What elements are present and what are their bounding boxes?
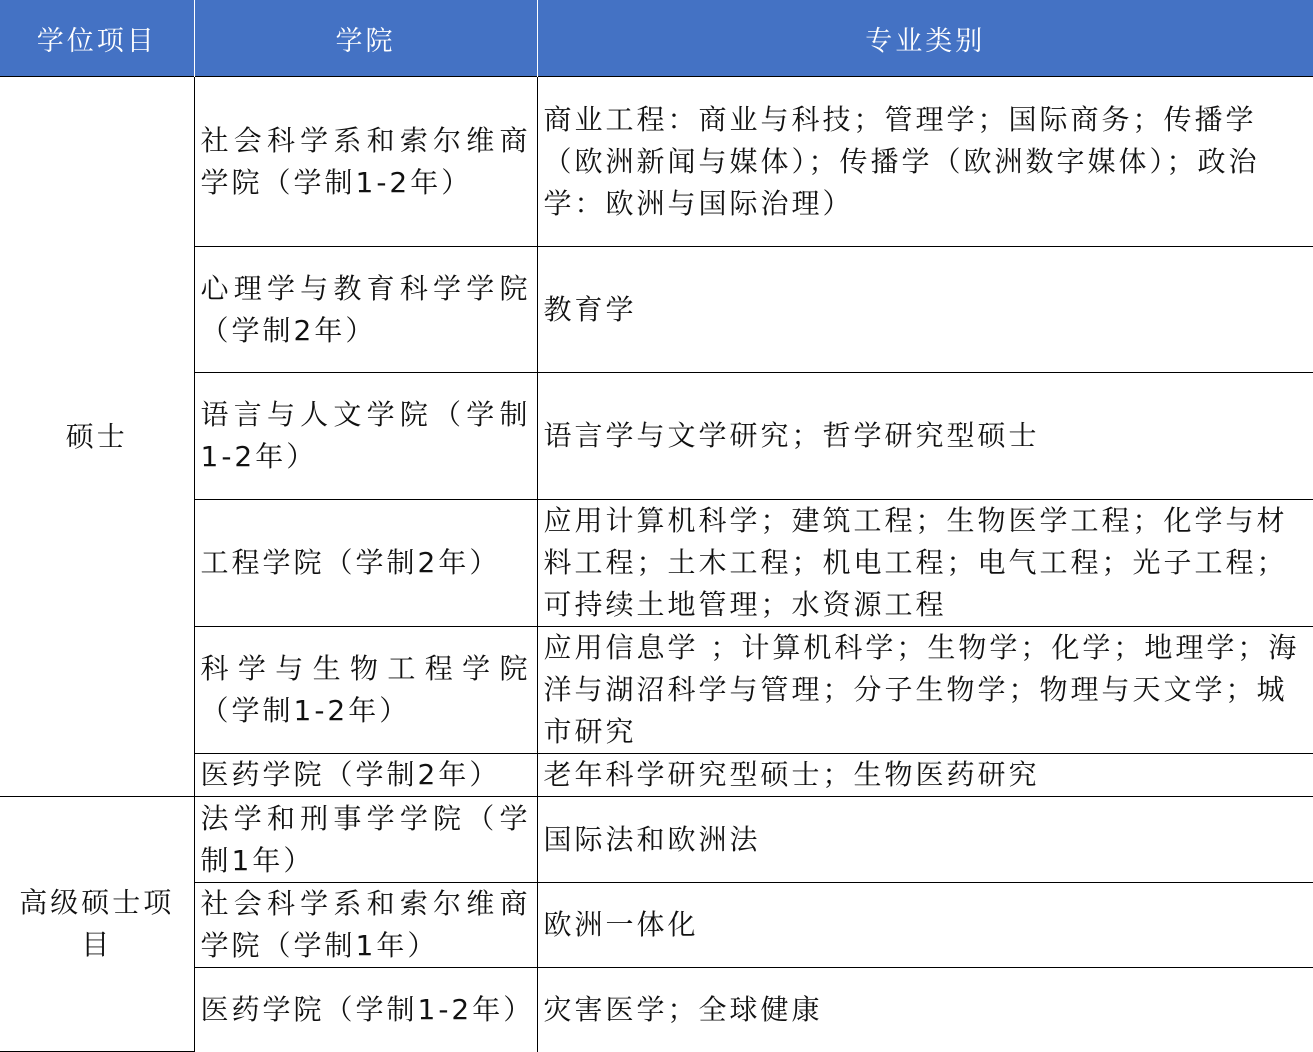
- header-degree: 学位项目: [0, 0, 194, 77]
- table-row: [0, 247, 1313, 373]
- school-cell: 语言与人文学院（学制1-2年）: [194, 373, 537, 500]
- header-row: [0, 0, 1313, 77]
- major-cell: 商业工程：商业与科技；管理学；国际商务；传播学（欧洲新闻与媒体）；传播学（欧洲数字媒体）；政治学：欧洲与国际治理）: [537, 77, 1313, 247]
- header-major: 专业类别: [537, 0, 1313, 77]
- major-cell: 欧洲一体化: [537, 883, 1313, 968]
- school-cell: 社会科学系和索尔维商学院（学制1-2年）: [194, 77, 537, 247]
- table-row: [0, 797, 1313, 883]
- major-cell: 老年科学研究型硕士；生物医药研究: [537, 754, 1313, 797]
- table-row: [0, 883, 1313, 968]
- school-cell: 社会科学系和索尔维商学院（学制1年）: [194, 883, 537, 968]
- school-cell: 医药学院（学制2年）: [194, 754, 537, 797]
- table-row: [0, 500, 1313, 627]
- school-cell: 法学和刑事学学院（学制1年）: [194, 797, 537, 883]
- table-row: [0, 77, 1313, 247]
- major-cell: 应用计算机科学；建筑工程；生物医学工程；化学与材料工程；土木工程；机电工程；电气工程；光子工程；可持续土地管理；水资源工程: [537, 500, 1313, 627]
- major-cell: 应用信息学 ；计算机科学；生物学；化学；地理学；海洋与湖沼科学与管理；分子生物学；物理与天文学；城市研究: [537, 627, 1313, 754]
- school-cell: 心理学与教育科学学院（学制2年）: [194, 247, 537, 373]
- header-school: 学院: [194, 0, 537, 77]
- major-cell: 灾害医学；全球健康: [537, 968, 1313, 1052]
- degree-cell-advanced-master: 高级硕士项目: [0, 797, 194, 1052]
- school-cell: 医药学院（学制1-2年）: [194, 968, 537, 1052]
- degree-cell-master: 硕士: [0, 77, 194, 797]
- table-row: [0, 754, 1313, 797]
- table-row: [0, 627, 1313, 754]
- school-cell: 工程学院（学制2年）: [194, 500, 537, 627]
- major-cell: 教育学: [537, 247, 1313, 373]
- school-cell: 科学与生物工程学院（学制1-2年）: [194, 627, 537, 754]
- major-cell: 国际法和欧洲法: [537, 797, 1313, 883]
- table-row: [0, 373, 1313, 500]
- major-cell: 语言学与文学研究；哲学研究型硕士: [537, 373, 1313, 500]
